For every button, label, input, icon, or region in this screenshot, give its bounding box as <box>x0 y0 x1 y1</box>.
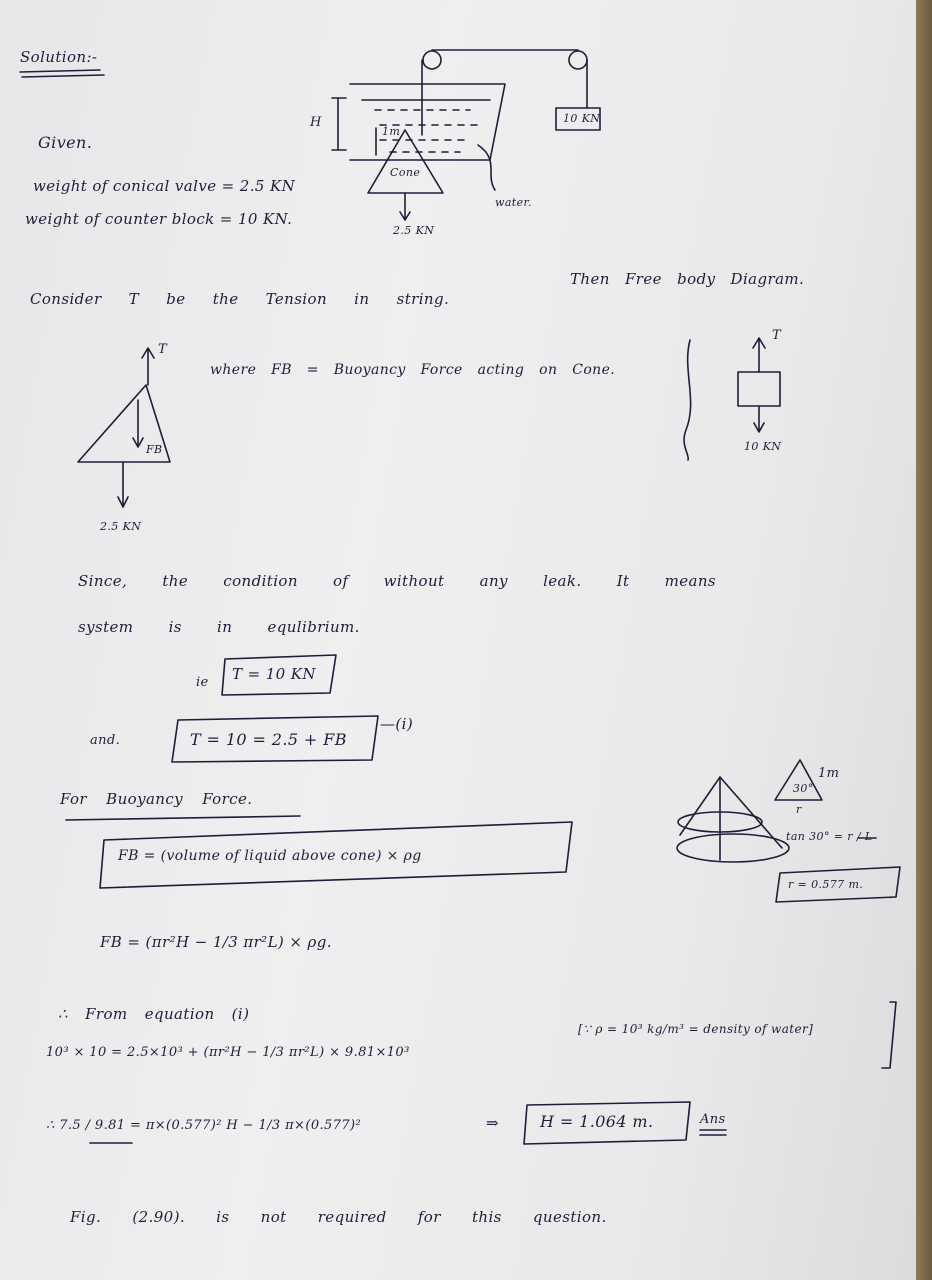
and-label: and. <box>90 733 121 748</box>
density-bracket <box>882 1002 896 1068</box>
cone-load-arrow <box>400 193 410 220</box>
fbd-block-rect <box>738 372 780 406</box>
since-line-1: Since, the condition of without any leak. It means <box>78 572 717 590</box>
separator-squiggle <box>684 340 691 460</box>
for-buoyancy-heading: For Buoyancy Force. <box>60 790 253 808</box>
fbd-label-load-left: 2.5 KN <box>100 520 142 533</box>
tank-diagram <box>332 50 600 220</box>
ie-label: ie <box>196 675 209 690</box>
buoyancy-formula: FB = (volume of liquid above cone) × ρg <box>118 848 422 864</box>
fbd-label-load-right: 10 KN <box>744 440 782 453</box>
then-fbd-text: Then Free body Diagram. <box>570 270 805 288</box>
diagram-label-1m: 1m <box>382 125 401 138</box>
fbd-weight-arrow <box>118 462 128 507</box>
fbd-block <box>738 338 780 432</box>
tan-relation: tan 30° = r / L <box>786 830 873 843</box>
fbd-label-T-left: T <box>158 342 168 357</box>
fbd-label-T-right: T <box>772 328 782 343</box>
height-marker <box>332 98 346 150</box>
water-pointer <box>478 145 495 190</box>
fbd-tension-arrow <box>142 348 154 385</box>
answer: H = 1.064 m. <box>540 1112 654 1131</box>
density-note: [∵ ρ = 10³ kg/m³ = density of water] <box>578 1022 814 1036</box>
equation-1-tag: —(i) <box>380 715 414 733</box>
from-equation: ∴ From equation (i) <box>58 1005 250 1023</box>
cone-sketch-r: r <box>796 803 802 816</box>
fbd-label-FB: FB <box>146 443 163 456</box>
consider-text: Consider T be the Tension in string. <box>30 290 450 308</box>
fbd-cone <box>78 348 170 507</box>
pulley-right <box>569 51 587 69</box>
pulley-left <box>423 51 441 69</box>
substitution: 10³ × 10 = 2.5×10³ + (πr²H − 1/3 πr²L) × 9.81×10³ <box>46 1045 410 1060</box>
diagram-label-block: 10 KN <box>563 112 601 125</box>
diagram-label-H: H <box>310 115 322 130</box>
fbd-block-tension-arrow <box>753 338 765 372</box>
diagram-label-cone: Cone <box>390 166 421 179</box>
fbd-buoyancy-arrow <box>133 400 143 447</box>
heading: Solution:- <box>20 48 98 66</box>
where-text: where FB = Buoyancy Force acting on Cone. <box>210 362 616 378</box>
solve-step: ∴ 7.5 / 9.81 = π×(0.577)² H − 1/3 π×(0.577)² <box>46 1118 362 1133</box>
equation-1: T = 10 = 2.5 + FB <box>190 730 347 749</box>
buoyancy-expanded: FB = (πr²H − 1/3 πr²L) × ρg. <box>100 933 332 951</box>
diagram-label-load: 2.5 KN <box>393 224 435 237</box>
heading-underline <box>20 70 104 77</box>
tension-value: T = 10 KN <box>232 665 316 683</box>
given-line-1: weight of conical valve = 2.5 KN <box>33 177 296 195</box>
implies-arrow: ⇒ <box>486 1114 499 1132</box>
fbd-block-weight-arrow <box>754 406 764 432</box>
cone-sketch-base <box>677 834 789 862</box>
cone-sketch-angle: 30° <box>793 782 814 795</box>
given-line-2: weight of counter block = 10 KN. <box>25 210 293 228</box>
diagram-label-water: water. <box>495 196 532 209</box>
ans-underline <box>700 1130 726 1135</box>
ans-label: Ans <box>700 1112 726 1127</box>
since-line-2: system is in equlibrium. <box>78 618 360 636</box>
figure-note: Fig. (2.90). is not required for this question. <box>70 1208 607 1226</box>
r-value: r = 0.577 m. <box>788 878 864 891</box>
cone-sketch-length: 1m <box>818 766 840 781</box>
given-label: Given. <box>38 133 93 152</box>
underline-for-buoy <box>66 816 300 820</box>
